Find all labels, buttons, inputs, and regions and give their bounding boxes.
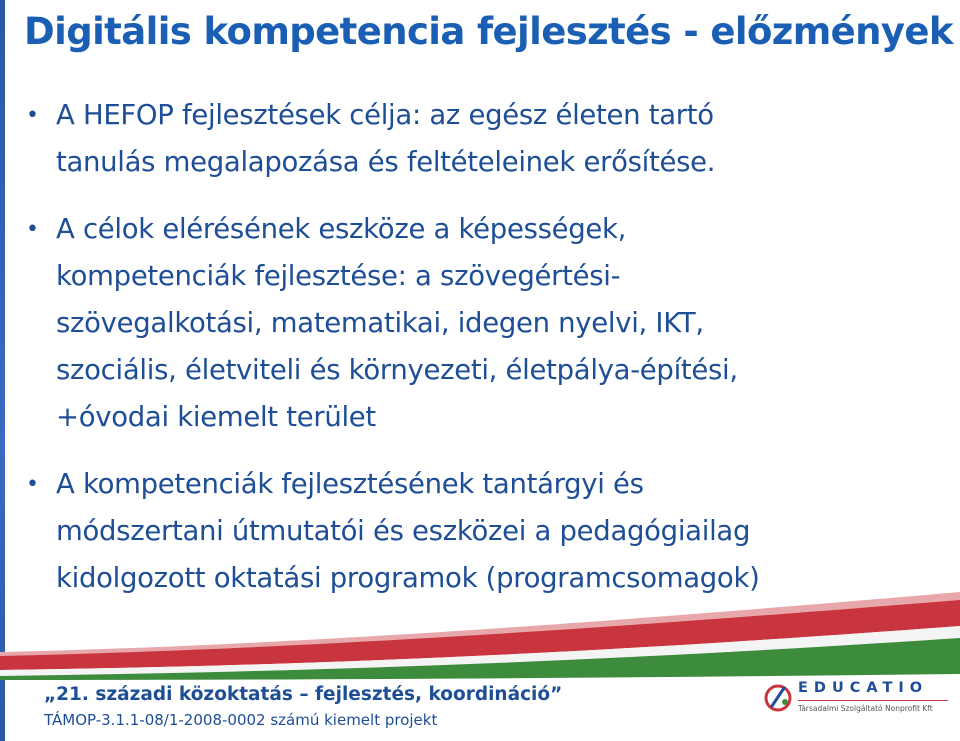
bullet-line: A kompetenciák fejlesztésének tantárgyi és	[56, 468, 644, 500]
educatio-logo	[762, 676, 952, 726]
logo-divider	[798, 700, 948, 701]
bullet-line: A célok elérésének eszköze a képességek,	[56, 213, 627, 245]
bullet-line: +óvodai kiemelt terület	[56, 401, 376, 433]
footer-project-id: TÁMOP-3.1.1-08/1-2008-0002 számú kiemelt projekt	[44, 711, 438, 729]
bullet-line: kidolgozott oktatási programok (programcsomagok)	[56, 562, 760, 594]
bullet-item	[26, 461, 926, 602]
bullet-line: szociális, életviteli és környezeti, életpálya-építési,	[56, 354, 738, 386]
educatio-emblem-icon	[762, 678, 796, 718]
footer-title: „21. századi közoktatás – fejlesztés, koordináció”	[44, 684, 563, 705]
bullet-line: tanulás megalapozása és feltételeinek erősítése.	[56, 146, 716, 178]
logo-tagline: Társadalmi Szolgáltató Nonprofit Kft	[798, 704, 933, 713]
slide-title: Digitális kompetencia fejlesztés - előzmények	[24, 10, 953, 53]
bullet-list	[26, 92, 926, 602]
bullet-item	[26, 206, 926, 441]
bullet-item	[26, 92, 926, 186]
flag-ribbon	[0, 590, 960, 680]
bullet-line: kompetenciák fejlesztése: a szövegértési-	[56, 260, 621, 292]
bullet-line: módszertani útmutatói és eszközei a pedagógiailag	[56, 515, 751, 547]
bullet-dot-icon: •	[26, 217, 39, 242]
bullet-line: A HEFOP fejlesztések célja: az egész életen tartó	[56, 99, 714, 131]
bullet-line: szövegalkotási, matematikai, idegen nyelvi, IKT,	[56, 307, 704, 339]
bullet-dot-icon: •	[26, 103, 39, 128]
bullet-dot-icon: •	[26, 472, 39, 497]
logo-name: EDUCATIO	[798, 680, 929, 696]
